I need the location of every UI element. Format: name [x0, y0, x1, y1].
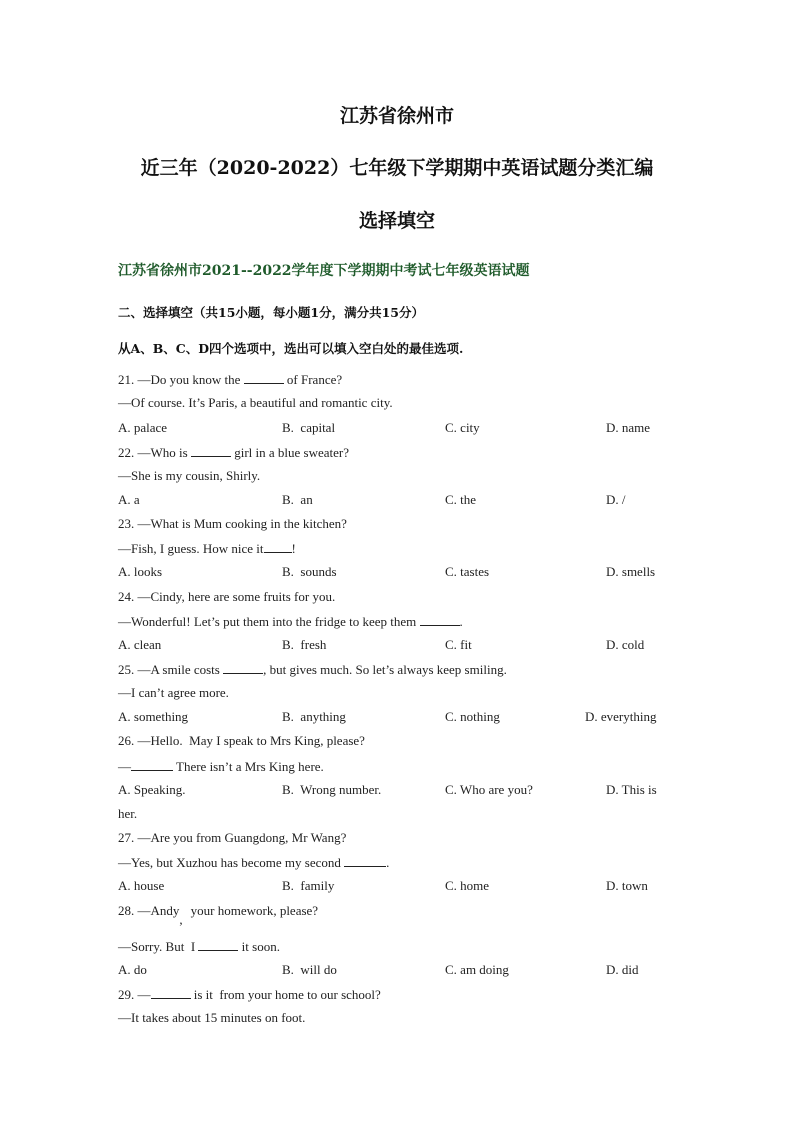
question-29-stem: 29. — is it from your home to our school? [118, 987, 381, 1002]
question-25-option-d: D. everything [585, 709, 657, 724]
question-24-response: —Wonderful! Let’s put them into the fridge to keep them . [118, 614, 463, 629]
question-24-option-c: C. fit [445, 637, 472, 652]
question-25-option-c: C. nothing [445, 709, 500, 724]
question-24-option-b: B. fresh [282, 637, 327, 652]
question-23-stem: 23. —What is Mum cooking in the kitchen? [118, 516, 347, 531]
question-25-option-b: B. anything [282, 709, 346, 724]
question-25-response: —I can’t agree more. [118, 685, 229, 700]
question-26-option-d: D. This is [606, 782, 657, 797]
question-27-option-b: B. family [282, 878, 335, 893]
section-title: 二、选择填空（共15小题，每小题1分，满分共15分） [118, 305, 424, 320]
question-21-option-b: B. capital [282, 420, 336, 435]
question-27-option-d: D. town [606, 878, 648, 893]
question-23-option-c: C. tastes [445, 564, 490, 579]
question-26-option-b: B. Wrong number. [282, 782, 382, 797]
question-22-option-c: C. the [445, 492, 477, 507]
question-22-option-b: B. an [282, 492, 313, 507]
question-28-option-d: D. did [606, 962, 639, 977]
document-title-topic: 选择填空 [358, 210, 435, 232]
question-22-option-d: D. / [606, 492, 626, 507]
question-21-option-c: C. city [445, 420, 480, 435]
question-23-option-d: D. smells [606, 564, 656, 579]
question-28-option-c: C. am doing [445, 962, 509, 977]
question-28-option-b: B. will do [282, 962, 337, 977]
question-24-option-d: D. cold [606, 637, 645, 652]
question-26-stem: 26. —Hello. May I speak to Mrs King, please? [118, 733, 365, 748]
question-22-option-a: A. a [118, 492, 140, 507]
question-26-option-c: C. Who are you? [445, 782, 533, 797]
question-26-option-d-wrap: her. [118, 806, 138, 821]
question-28-response: —Sorry. But I it soon. [118, 939, 280, 954]
question-21-stem: 21. —Do you know the of France? [118, 372, 343, 387]
question-24-stem: 24. —Cindy, here are some fruits for you. [118, 589, 336, 604]
question-27-option-a: A. house [118, 878, 165, 893]
question-21-response: —Of course. It’s Paris, a beautiful and romantic city. [118, 395, 393, 410]
document-title-main: 近三年（2020-2022）七年级下学期期中英语试题分类汇编 [140, 157, 654, 179]
question-23-option-a: A. looks [118, 564, 163, 579]
question-27-response: —Yes, but Xuzhou has become my second . [118, 855, 390, 870]
question-23-option-b: B. sounds [282, 564, 337, 579]
section-instruction: 从A、B、C、D四个选项中，选出可以填入空白处的最佳选项. [118, 341, 464, 356]
question-25-option-a: A. something [118, 709, 189, 724]
question-26-option-a: A. Speaking. [118, 782, 186, 797]
question-27-stem: 27. —Are you from Guangdong, Mr Wang? [118, 830, 347, 845]
question-27-option-c: C. home [445, 878, 490, 893]
question-26-response: — There isn’t a Mrs King here. [118, 759, 324, 774]
question-28-option-a: A. do [118, 962, 147, 977]
exam-title: 江苏省徐州市2021--2022学年度下学期期中考试七年级英语试题 [118, 263, 530, 279]
question-29-response: —It takes about 15 minutes on foot. [118, 1010, 306, 1025]
question-22-stem: 22. —Who is girl in a blue sweater? [118, 445, 349, 460]
question-21-option-a: A. palace [118, 420, 168, 435]
question-23-response: —Fish, I guess. How nice it ! [118, 541, 296, 556]
document-title-region: 江苏省徐州市 [339, 105, 454, 127]
question-21-option-d: D. name [606, 420, 651, 435]
question-24-option-a: A. clean [118, 637, 162, 652]
question-28-stem: 28. —Andy, your homework, please? [118, 903, 319, 927]
question-25-stem: 25. —A smile costs , but gives much. So let’s always keep smiling. [118, 662, 507, 677]
question-22-response: —She is my cousin, Shirly. [118, 468, 261, 483]
